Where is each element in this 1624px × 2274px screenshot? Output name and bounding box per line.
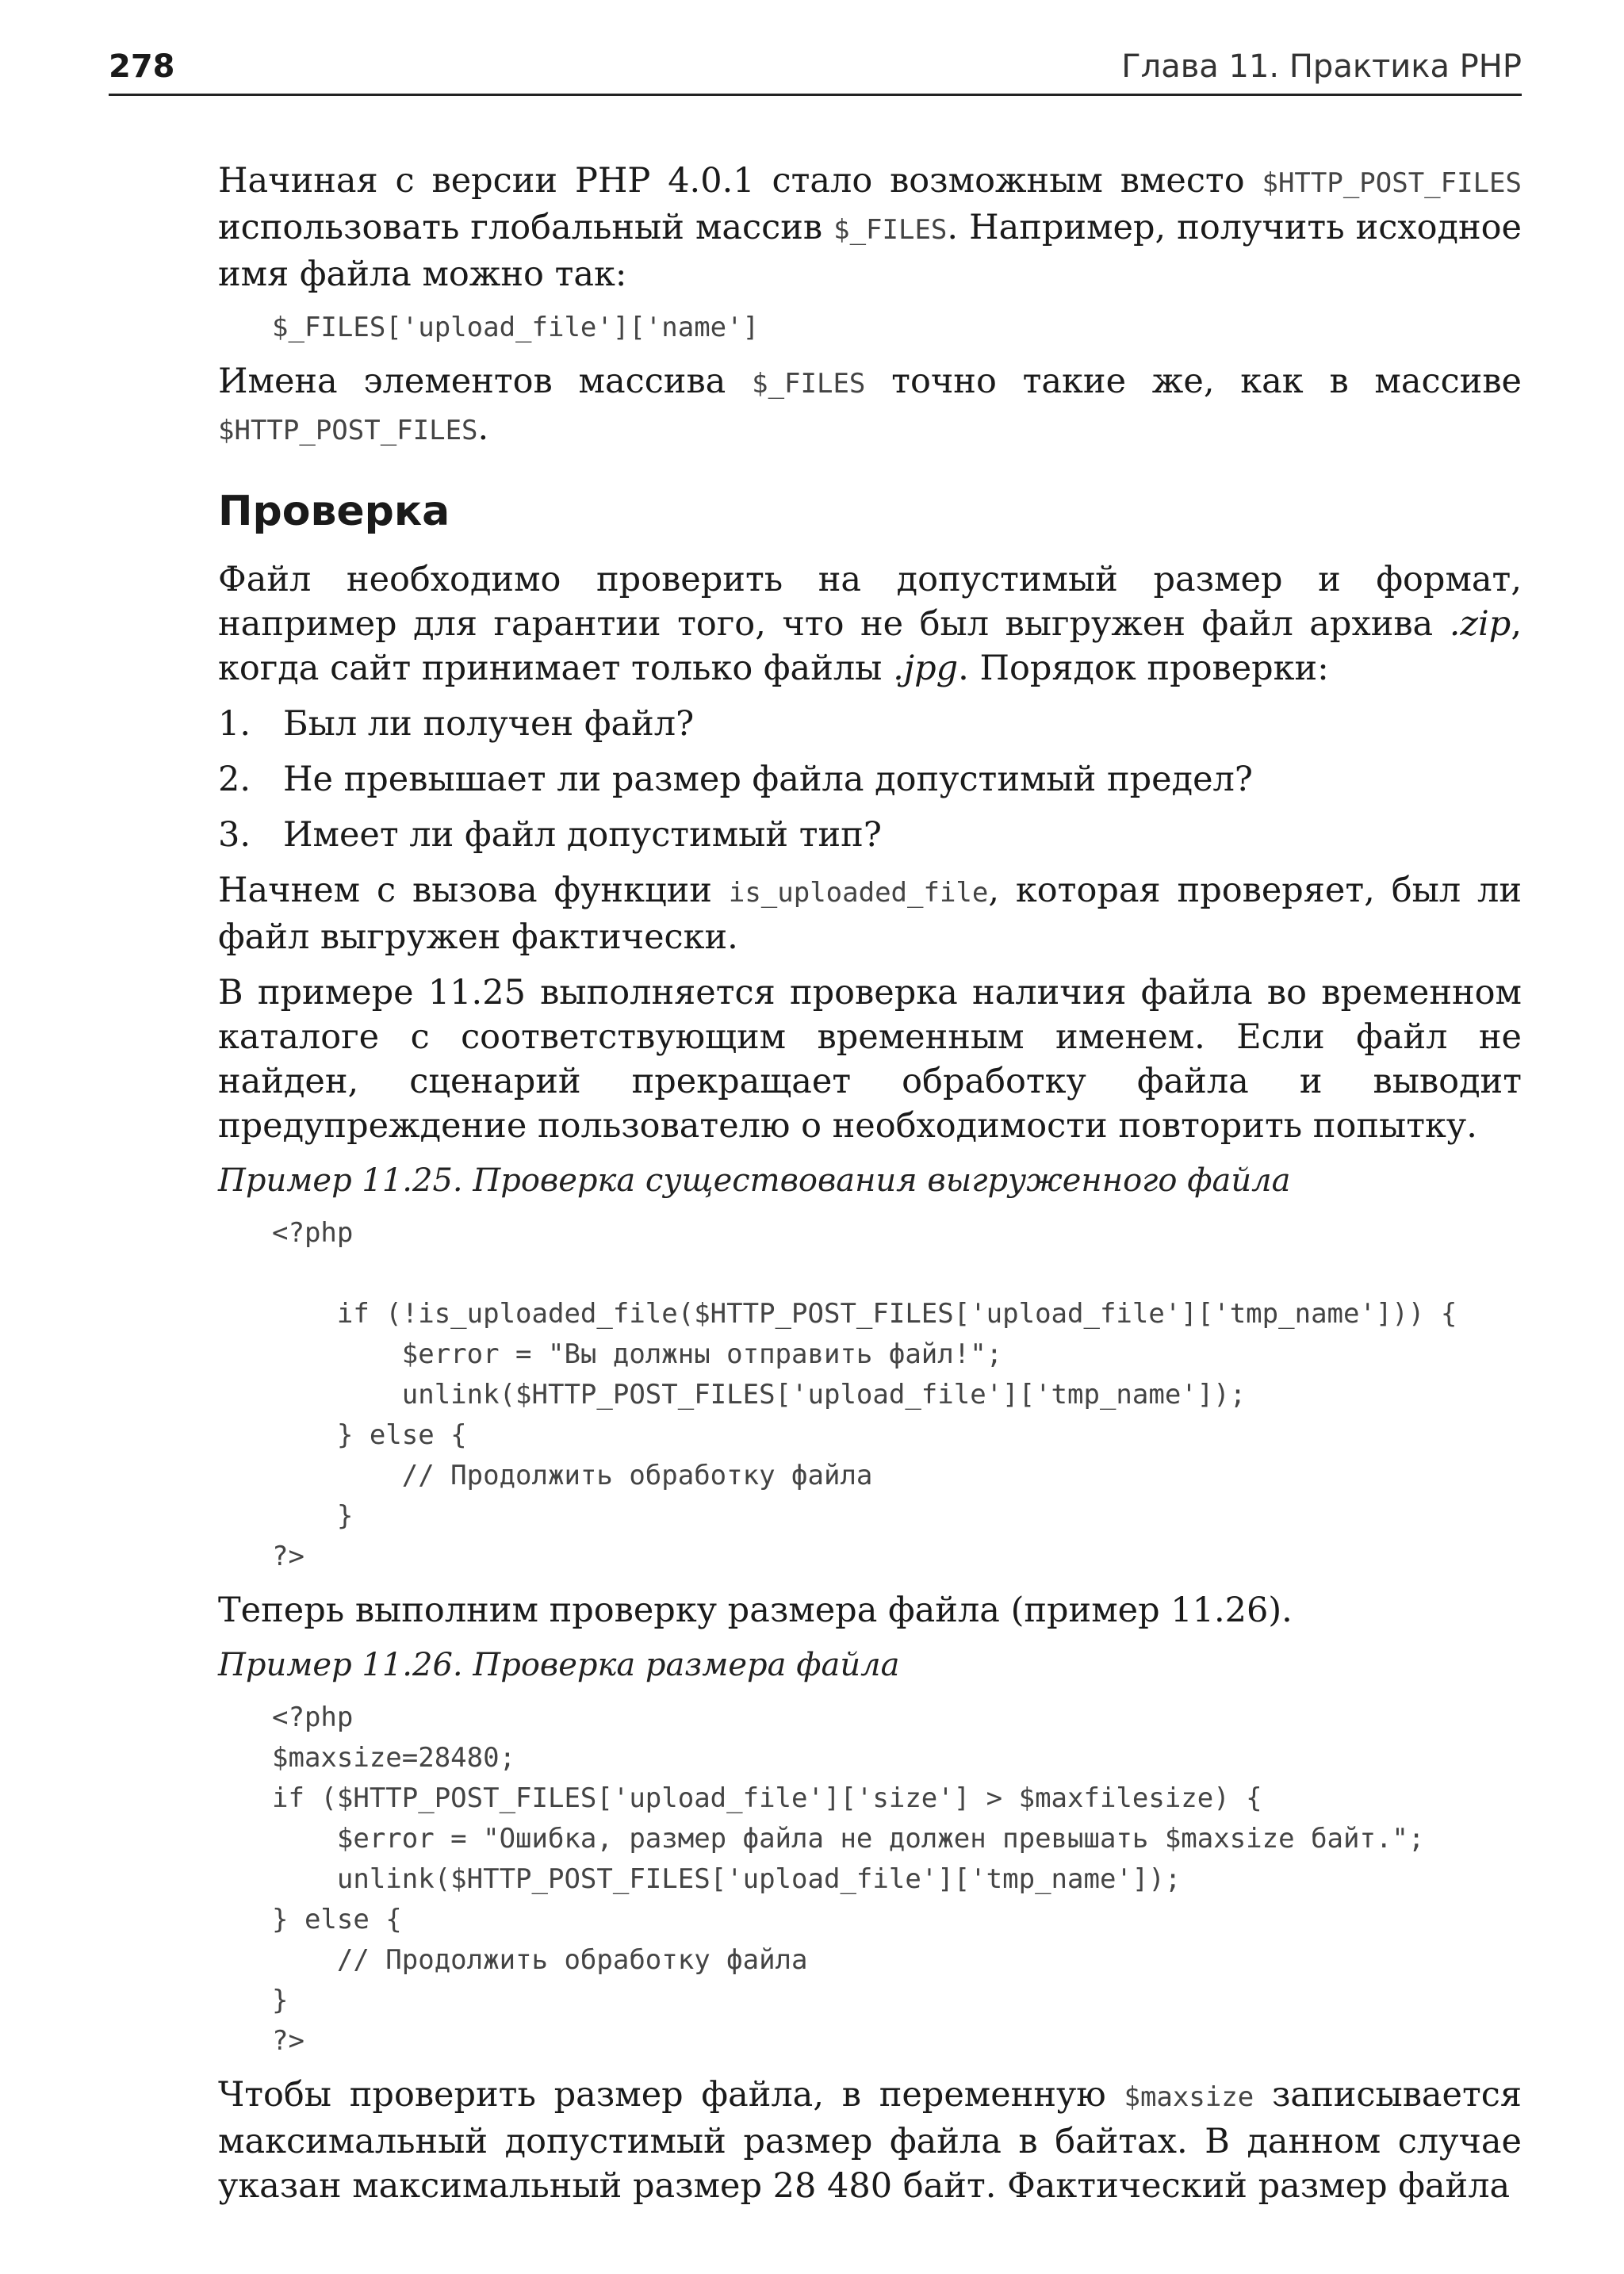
paragraph-files-array: [218, 159, 1522, 297]
text-span: .: [477, 408, 489, 448]
file-extension: .zip: [1449, 604, 1511, 644]
running-title: Глава 11. Практика PHP: [1121, 48, 1522, 85]
text-span: Начнем с вызова функции: [218, 871, 729, 910]
text-span: Чтобы проверить размер файла, в переменную: [218, 2075, 1124, 2115]
file-extension: .jpg: [893, 649, 959, 688]
inline-code: $HTTP_POST_FILES: [1262, 167, 1522, 199]
check-order-list: [218, 702, 1522, 857]
text-span: записывается максимальный допустимый размер файла в байтах. В данном случае указан максимальный размер 28 480 байт. Фактический размер файла: [218, 2075, 1522, 2206]
list-number: 1.: [218, 704, 251, 744]
list-text: Имеет ли файл допустимый тип?: [283, 815, 882, 855]
inline-code: $maxsize: [1124, 2081, 1254, 2113]
paragraph-maxsize: [218, 2073, 1522, 2208]
paragraph-check-intro: [218, 557, 1522, 691]
example-caption-1126: Пример 11.26. Проверка размера файла: [218, 1647, 900, 1683]
list-number: 2.: [218, 760, 251, 799]
text-span: использовать глобальный массив: [218, 208, 834, 247]
inline-code: is_uploaded_file: [728, 877, 989, 909]
list-item: [218, 813, 1522, 857]
page-number: 278: [109, 48, 175, 85]
text-span: , когда сайт принимает только файлы: [218, 604, 1522, 688]
list-item: [218, 757, 1522, 802]
inline-code: $HTTP_POST_FILES: [218, 415, 478, 446]
inline-code: $_FILES: [833, 214, 948, 246]
text-span: . Например, получить исходное имя файла можно так:: [218, 208, 1522, 294]
paragraph-size-check: Теперь выполним проверку размера файла (пример 11.26).: [218, 1591, 1293, 1630]
code-example-1125: <?php if (!is_uploaded_file($HTTP_POST_FILES['upload_file']['tmp_name'])) { $error = "Вы должны отправить файл!"; unlink($HTTP_POST_FILES['upload_file']['tmp_name']); } else { // Продолжить обработку файла } ?>: [272, 1217, 1457, 1572]
page-header: [109, 46, 1522, 96]
inline-code: $_FILES: [752, 368, 866, 400]
list-text: Не превышает ли размер файла допустимый предел?: [283, 760, 1253, 799]
list-text: Был ли получен файл?: [283, 704, 695, 744]
text-span: точно такие же, как в массиве: [865, 362, 1522, 401]
paragraph-example-1125: В примере 11.25 выполняется проверка наличия файла во временном каталоге с соответствующим временным именем. Если файл не найден, сценарий прекращает обработку файла и выводит предупреждение пользователю о необходимости повторить попытку.: [218, 973, 1522, 1146]
paragraph-is-uploaded: [218, 868, 1522, 959]
text-span: Начиная с версии PHP 4.0.1 стало возможным вместо: [218, 161, 1262, 201]
text-span: . Порядок проверки:: [958, 649, 1329, 688]
section-heading: Проверка: [218, 488, 450, 535]
page-content: [218, 159, 1522, 2219]
code-example-files-name: $_FILES['upload_file']['name']: [272, 312, 760, 343]
paragraph-element-names: [218, 359, 1522, 453]
code-example-1126: <?php $maxsize=28480; if ($HTTP_POST_FILES['upload_file']['size'] > $maxfilesize) { $error = "Ошибка, размер файла не должен превышать $maxsize байт."; unlink($HTTP_POST_FILES['upload_file']['tmp_name']); } else { // Продолжить обработку файла } ?>: [272, 1702, 1425, 2057]
text-span: Имена элементов массива: [218, 362, 753, 401]
list-item: [218, 702, 1522, 746]
text-span: , которая проверяет, был ли файл выгружен фактически.: [218, 871, 1522, 957]
text-span: Файл необходимо проверить на допустимый размер и формат, например для гарантии того, что не был выгружен файл архива: [218, 560, 1522, 644]
example-caption-1125: Пример 11.25. Проверка существования выгруженного файла: [218, 1162, 1291, 1199]
list-number: 3.: [218, 815, 251, 855]
